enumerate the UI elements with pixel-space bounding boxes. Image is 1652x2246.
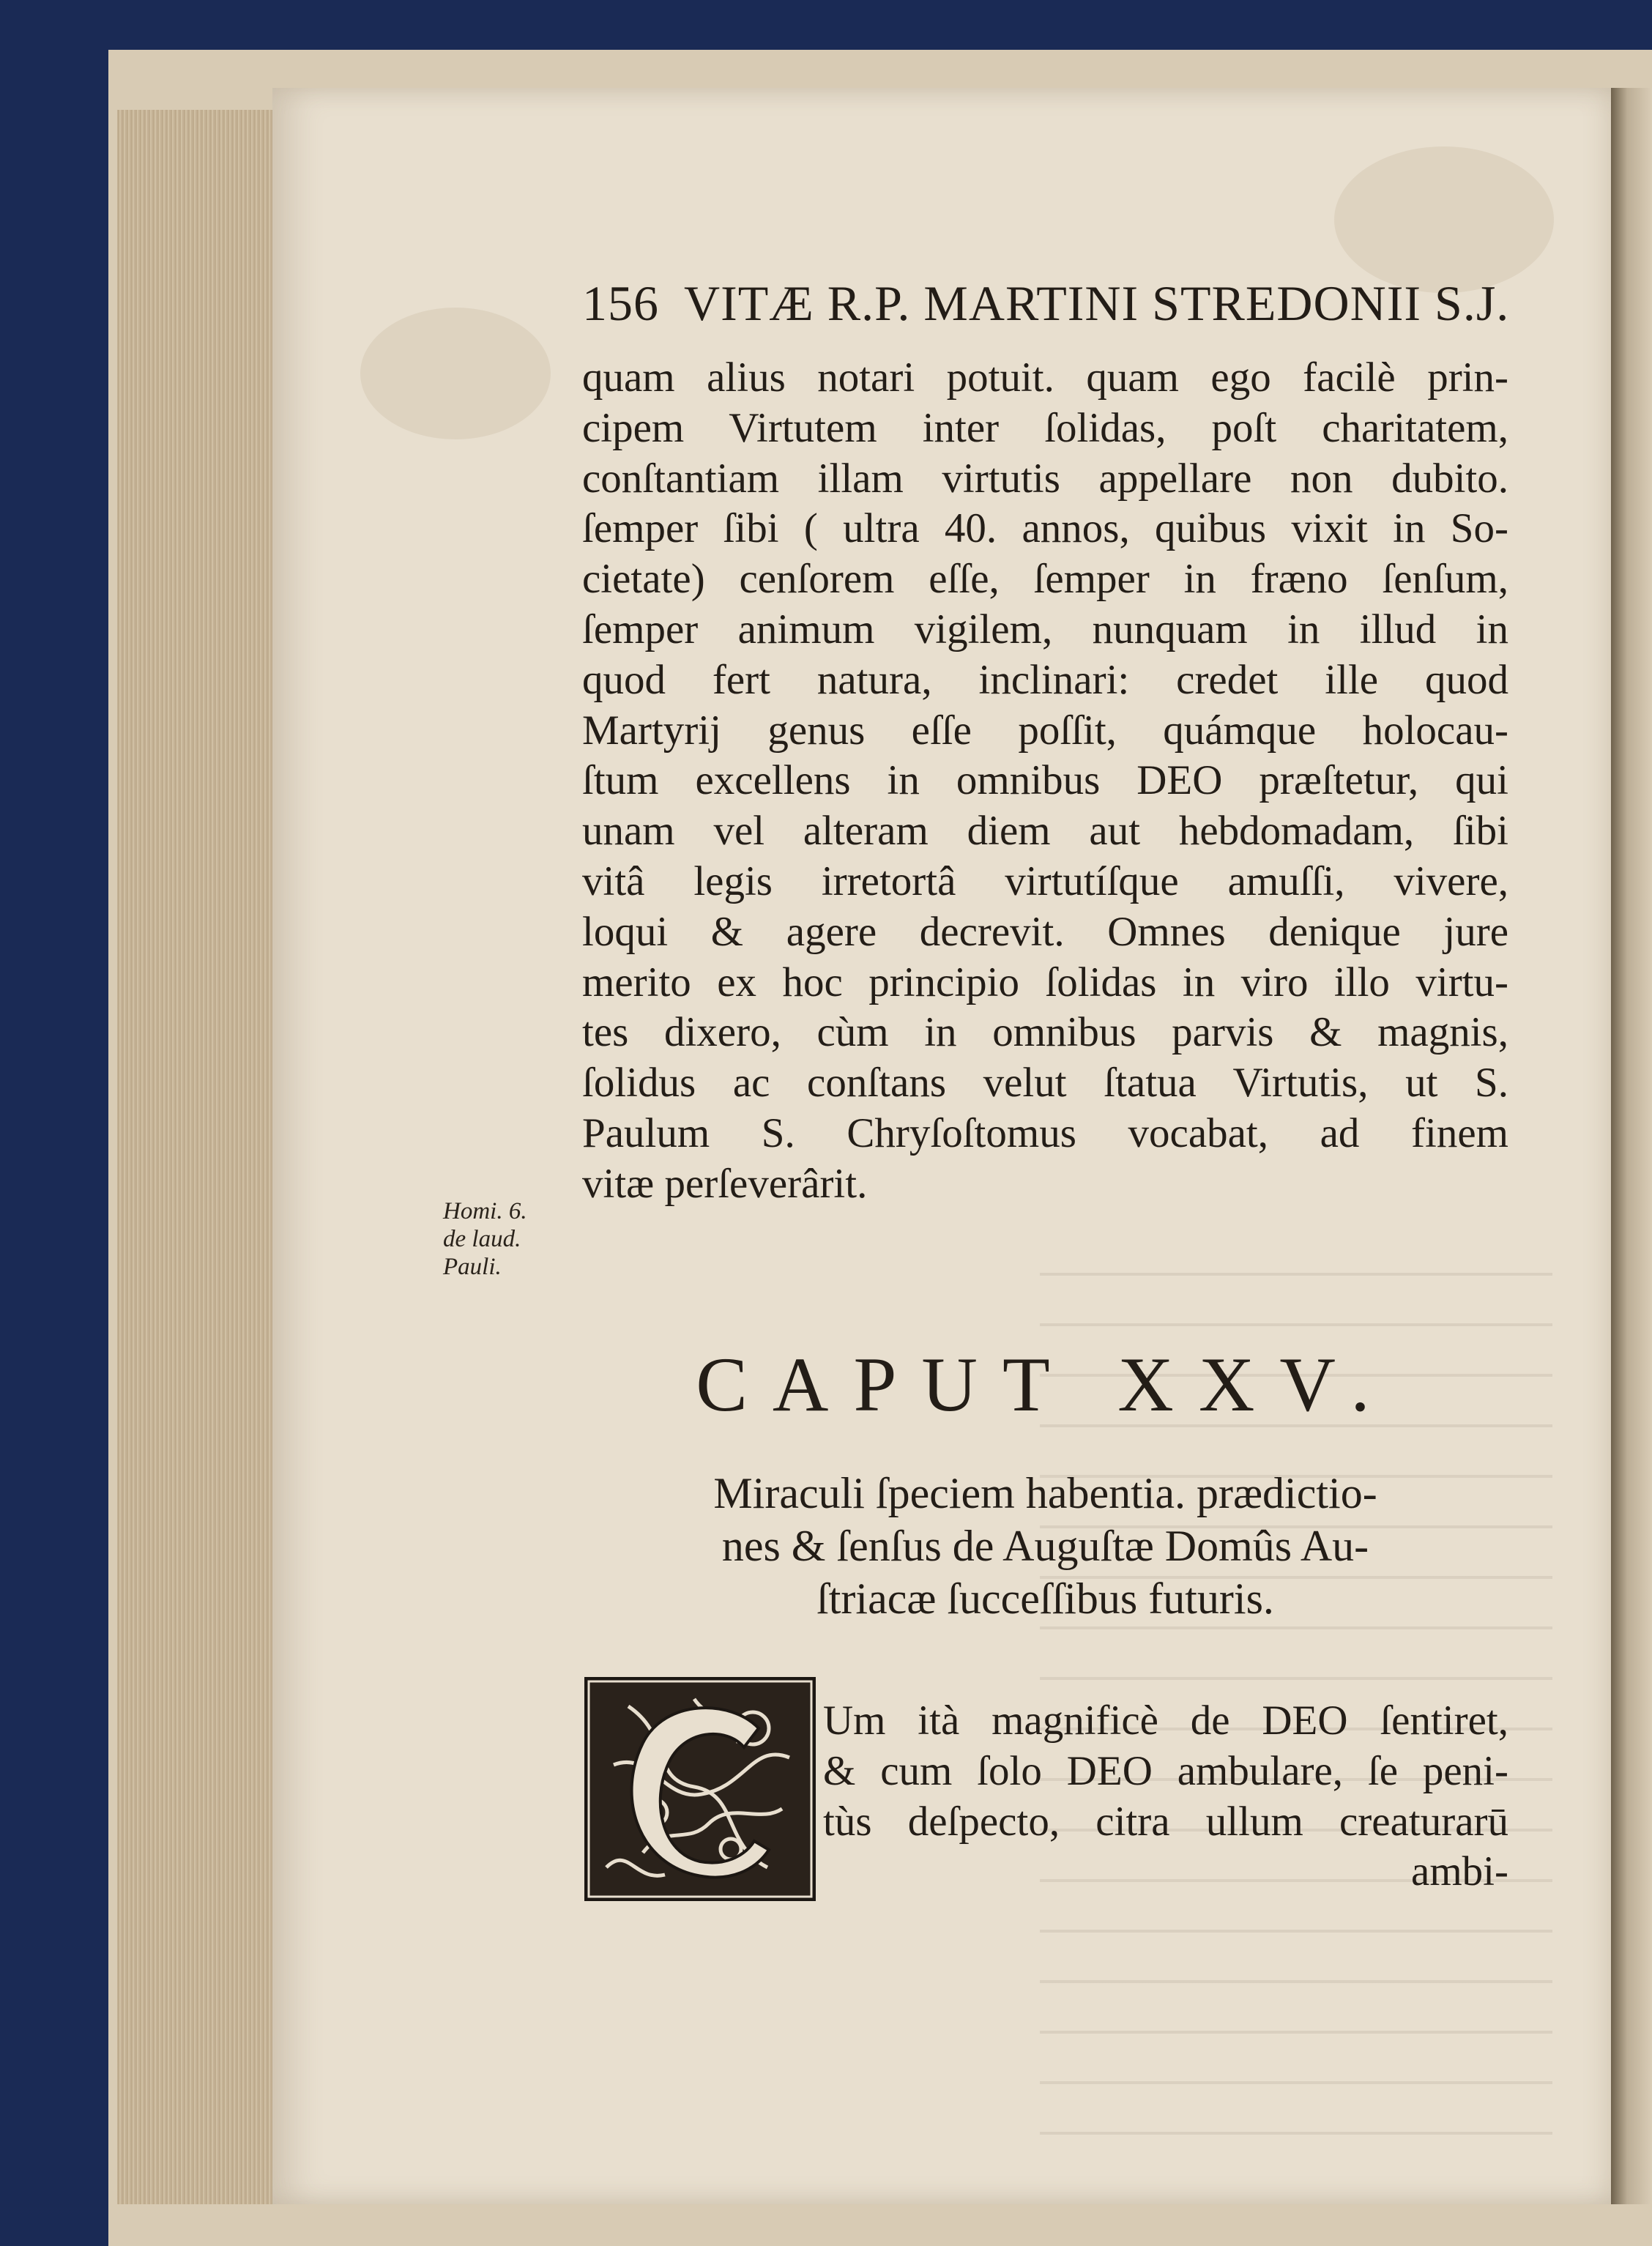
- text-line: Paulum S. Chryſoſtomus vocabat, ad finem: [582, 1109, 1508, 1156]
- text-line: Martyrij genus eſſe poſſit, quámque holocau-: [582, 707, 1508, 754]
- text-line: quam alius notari potuit. quam ego facilè prin-: [582, 354, 1508, 401]
- text-line: vitâ legis irretortâ virtutíſque amuſſi, vivere,: [582, 858, 1508, 904]
- opening-text: [823, 1696, 1508, 1897]
- chapter-subtitle: [582, 1467, 1508, 1625]
- chapter-title: CAPUT XXV.: [696, 1342, 1395, 1427]
- running-title: VITÆ R.P. MARTINI STREDONII S.J.: [684, 275, 1510, 331]
- marginal-note-line: Homi. 6.: [443, 1198, 527, 1224]
- chapter-subtitle-line: ſtriacæ ſucceſſibus futuris.: [816, 1574, 1274, 1623]
- chapter-subtitle-line: Miraculi ſpeciem habentia. prædictio-: [713, 1469, 1377, 1517]
- text-line: ſemper ſibi ( ultra 40. annos, quibus vixit in So-: [582, 505, 1508, 552]
- paper-stain: [1334, 146, 1554, 293]
- marginal-note-line: de laud.: [443, 1226, 521, 1252]
- text-line: ſolidus ac conſtans velut ſtatua Virtutis, ut S.: [582, 1060, 1508, 1107]
- text-line: cietate) cenſorem eſſe, ſemper in fræno ſenſum,: [582, 556, 1508, 603]
- page-gutter: [1611, 88, 1652, 2204]
- decorated-initial-c: [584, 1677, 816, 1901]
- text-line: ſemper animum vigilem, nunquam in illud in: [582, 606, 1508, 652]
- text-line: merito ex hoc principio ſolidas in viro illo virtu-: [582, 959, 1508, 1005]
- chapter-subtitle-line: nes & ſenſus de Auguſtæ Domûs Au-: [721, 1522, 1369, 1570]
- running-head: [582, 275, 1508, 341]
- body-text: [582, 353, 1508, 1210]
- text-line: & cum ſolo DEO ambulare, ſe peni-: [823, 1747, 1508, 1794]
- text-line: cipem Virtutem inter ſolidas, poſt charitatem,: [582, 404, 1508, 451]
- text-line: quod fert natura, inclinari: credet ille quod: [582, 656, 1508, 703]
- text-line: tùs deſpecto, citra ullum creaturarū: [823, 1798, 1508, 1845]
- marginal-note-line: Pauli.: [443, 1254, 502, 1280]
- page-edges: [117, 110, 280, 2204]
- catchword: ambi-: [1411, 1848, 1508, 1895]
- text-line: conſtantiam illam virtutis appellare non dubito.: [582, 455, 1508, 502]
- floral-ornament-icon: [584, 1677, 816, 1901]
- paper-stain: [360, 308, 551, 439]
- text-line: tes dixero, cùm in omnibus parvis & magnis,: [582, 1009, 1508, 1056]
- text-line: unam vel alteram diem aut hebdomadam, ſibi: [582, 808, 1508, 855]
- text-line: vitæ perſeverârit.: [582, 1160, 868, 1207]
- text-line: ſtum excellens in omnibus DEO præſtetur, qui: [582, 757, 1508, 804]
- marginal-note: [443, 1197, 575, 1281]
- text-line: Um ità magnificè de DEO ſentiret,: [823, 1697, 1508, 1744]
- page-number: 156: [582, 275, 659, 331]
- text-line: loqui & agere decrevit. Omnes denique jure: [582, 908, 1508, 955]
